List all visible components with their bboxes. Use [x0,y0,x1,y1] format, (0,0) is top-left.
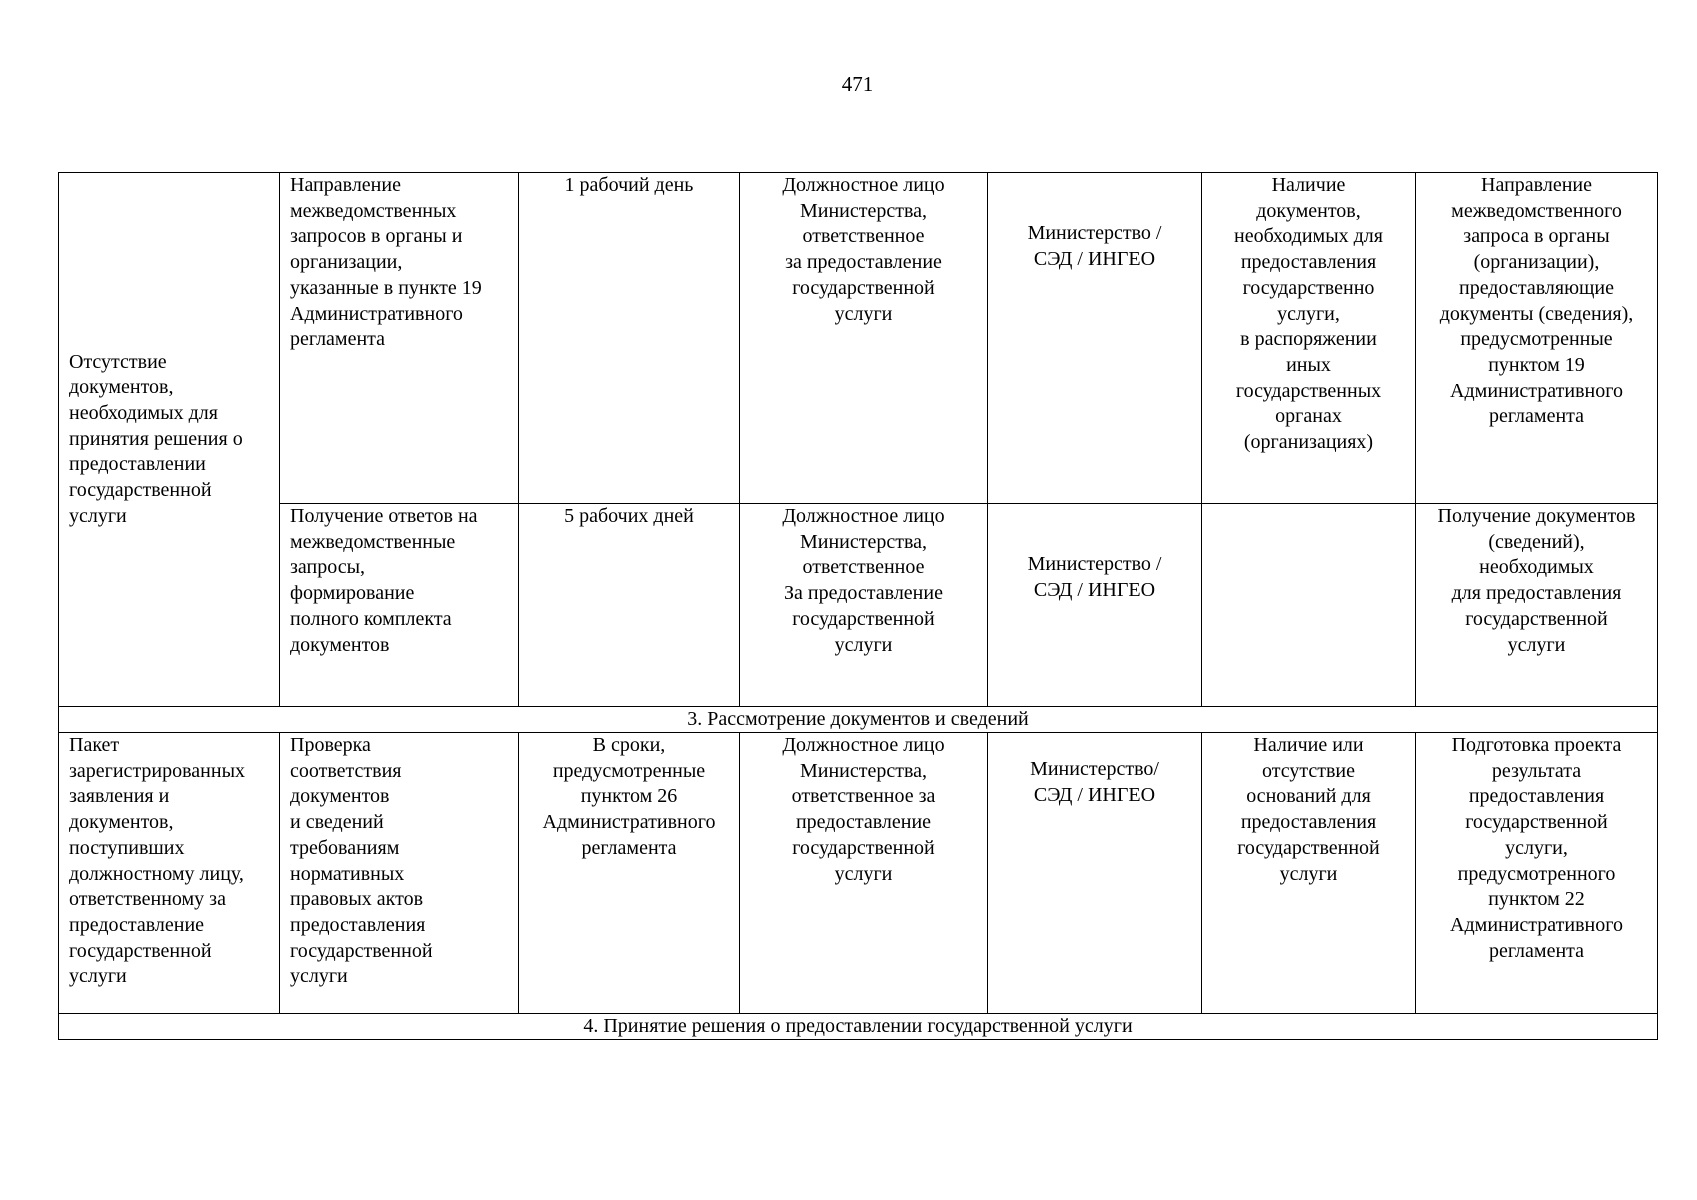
section-title: 4. Принятие решения о предоставлении государственной услуги [59,1014,1658,1040]
result-cell: Подготовка проекта результата предоставления государственной услуги, предусмотренного пунктом 22 Административного регламента [1416,733,1658,1014]
criteria-cell: Наличие документов, необходимых для предоставления государственно услуги, в распоряжении иных государственных органах (организациях) [1202,173,1416,504]
section-header-row [59,707,1658,733]
section-title: 3. Рассмотрение документов и сведений [59,707,1658,733]
table-row [59,504,1658,707]
table-row [59,173,1658,504]
action-cell: Проверка соответствия документов и сведений требованиям нормативных правовых актов предоставления государственной услуги [280,733,519,1014]
action-cell: Получение ответов на межведомственные запросы, формирование полного комплекта документов [280,504,519,707]
action-cell: Направление межведомственных запросов в органы и организации, указанные в пункте 19 Административного регламента [280,173,519,504]
term-cell: 1 рабочий день [519,173,740,504]
official-cell: Должностное лицо Министерства, ответственное за предоставление государственной услуги [740,733,988,1014]
place-cell: Министерство / СЭД / ИНГЕО [988,173,1202,504]
procedure-table [58,172,1658,1040]
basis-cell: Отсутствие документов, необходимых для принятия решения о предоставлении государственной услуги [59,173,280,707]
place-cell: Министерство/ СЭД / ИНГЕО [988,733,1202,1014]
result-cell: Получение документов (сведений), необходимых для предоставления государственной услуги [1416,504,1658,707]
official-cell: Должностное лицо Министерства, ответственное за предоставление государственной услуги [740,173,988,504]
page-number: 471 [841,72,874,96]
result-cell: Направление межведомственного запроса в органы (организации), предоставляющие документы (сведения), предусмотренные пунктом 19 Административного регламента [1416,173,1658,504]
term-cell: В сроки, предусмотренные пунктом 26 Административного регламента [519,733,740,1014]
criteria-cell [1202,504,1416,707]
section-header-row [59,1014,1658,1040]
official-cell: Должностное лицо Министерства, ответственное За предоставление государственной услуги [740,504,988,707]
term-cell: 5 рабочих дней [519,504,740,707]
basis-cell: Пакет зарегистрированных заявления и документов, поступивших должностному лицу, ответственному за предоставление государственной услуги [59,733,280,1014]
criteria-cell: Наличие или отсутствие оснований для предоставления государственной услуги [1202,733,1416,1014]
table-row [59,733,1658,1014]
place-cell: Министерство / СЭД / ИНГЕО [988,504,1202,707]
